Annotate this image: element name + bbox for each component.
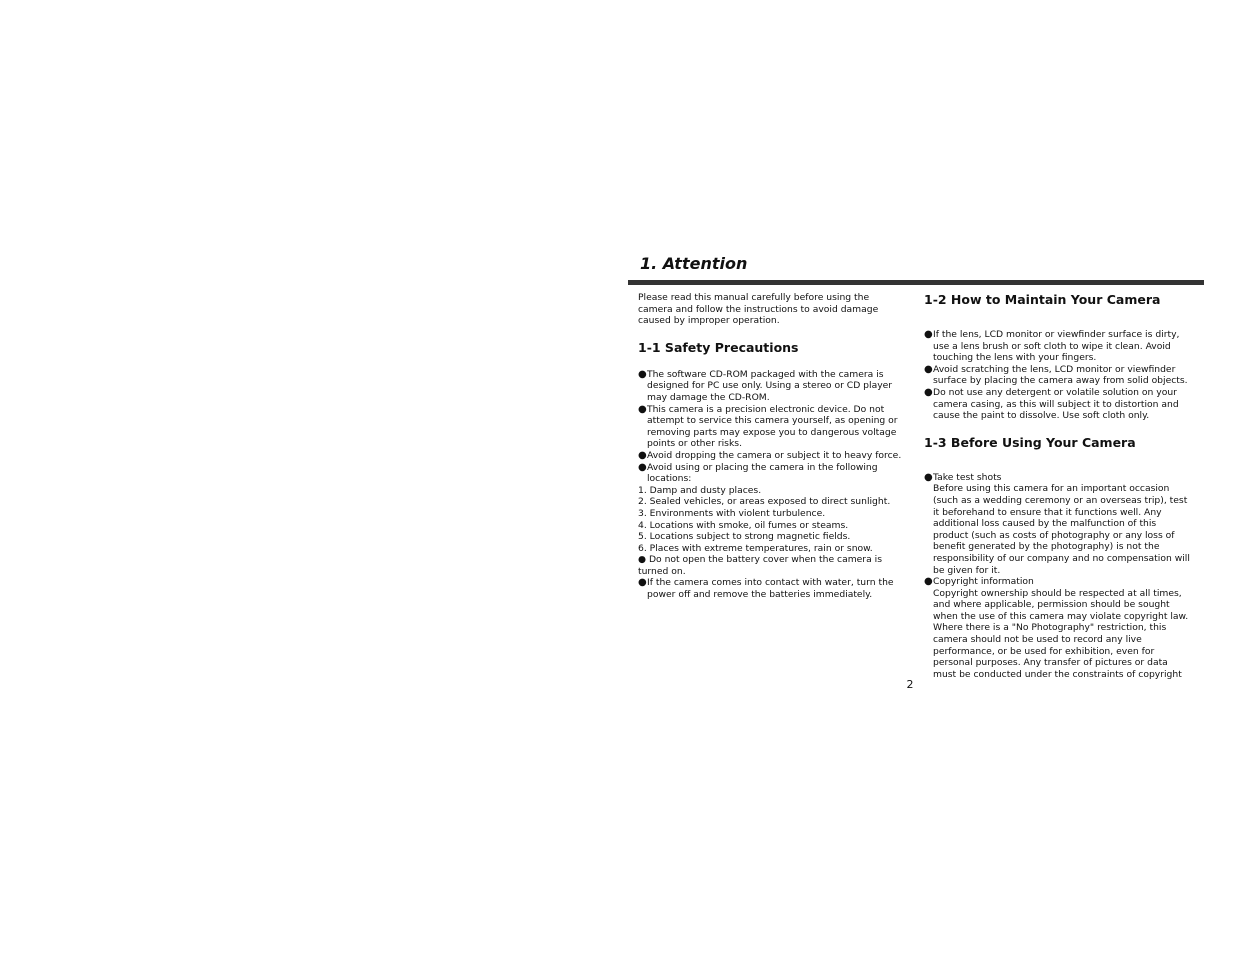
copyright-item xyxy=(924,576,1192,588)
bullet-icon: ● xyxy=(924,329,933,340)
safety-bullet: ● The software CD-ROM packaged with the camera is designed for PC use only. Using a stereo or CD player may damage the CD-ROM. xyxy=(638,368,893,403)
location-item: 1. Damp and dusty places. xyxy=(638,484,762,496)
bullet-icon: ● xyxy=(924,576,933,588)
bullet-icon: ● xyxy=(924,363,933,375)
maintain-bullet: ● If the lens, LCD monitor or viewfinder surface is dirty, use a lens brush or soft cloth to wipe it clean. Avoid touching the lens with your fingers. xyxy=(924,329,1180,364)
bullet-icon: ● xyxy=(638,554,647,566)
location-item: 3. Environments with violent turbulence. xyxy=(638,507,826,519)
bullet-icon: ● xyxy=(638,368,647,380)
safety-bullet: ● This camera is a precision electronic device. Do not attempt to service this camera yourself, as opening or removing parts may expose you to dangerous voltage points or other risks. xyxy=(638,403,898,450)
bullet-icon: ● xyxy=(924,471,933,483)
test-shots-text: Before using this camera for an important occasion (such as a wedding ceremony or an overseas trip), test it beforehand to ensure that it functions well. Any additional loss caused by the malfunction of this product (such as costs of photography or any loss of benefit generated by the photography) is not the responsibility of our company and no compensation will be given for it. xyxy=(933,483,1190,576)
test-shots-item xyxy=(924,472,1192,484)
bullet-icon: ● xyxy=(638,577,647,589)
water-note: ● If the camera comes into contact with water, turn the power off and remove the batteries immediately. xyxy=(638,577,894,601)
maintain-bullet: ● Avoid scratching the lens, LCD monitor or viewfinder surface by placing the camera away from solid objects. xyxy=(924,363,1188,387)
right-column xyxy=(924,292,1192,680)
safety-bullet: ● Avoid dropping the camera or subject it to heavy force. xyxy=(638,449,902,461)
battery-note: ● Do not open the battery cover when the camera is turned on. xyxy=(638,554,882,577)
title-rule xyxy=(628,280,1204,285)
safety-bullet: ● Avoid using or placing the camera in the following locations: xyxy=(638,461,878,485)
left-column xyxy=(638,292,906,601)
bullet-icon: ● xyxy=(638,449,647,461)
bullet-icon: ● xyxy=(638,403,647,415)
maintain-bullet: ● Do not use any detergent or volatile solution on your camera casing, as this will subject it to distortion and cause the paint to dissolve. Use soft cloth only. xyxy=(924,386,1179,422)
before-heading: 1-3 Before Using Your Camera xyxy=(924,434,1136,450)
location-item: 5. Locations subject to strong magnetic fields. xyxy=(638,531,851,543)
page-title: 1. Attention xyxy=(640,254,748,273)
maintain-heading: 1-2 How to Maintain Your Camera xyxy=(924,292,1161,307)
location-item: 4. Locations with smoke, oil fumes or steams. xyxy=(638,519,849,531)
safety-heading: 1-1 Safety Precautions xyxy=(638,339,799,355)
location-item: 6. Places with extreme temperatures, rain or snow. xyxy=(638,542,873,554)
page-number: 2 xyxy=(906,678,914,691)
copyright-label: Copyright information xyxy=(933,576,1034,588)
bullet-icon: ● xyxy=(924,386,933,398)
bullet-icon: ● xyxy=(638,461,647,473)
location-item: 2. Sealed vehicles, or areas exposed to direct sunlight. xyxy=(638,496,891,508)
copyright-text: Copyright ownership should be respected at all times, and where applicable, permission should be sought when the use of this camera may violate copyright law. Where there is a "No Photography" restriction, this camera should not be used to record any live performance, or be used for exhibition, even for personal purposes. Any transfer of pictures or data must be conducted under the constraints of copyright xyxy=(933,587,1189,680)
intro-paragraph: Please read this manual carefully before using the camera and follow the instructions to avoid damage caused by improper operation. xyxy=(638,292,879,327)
test-shots-label: Take test shots xyxy=(933,471,1002,483)
